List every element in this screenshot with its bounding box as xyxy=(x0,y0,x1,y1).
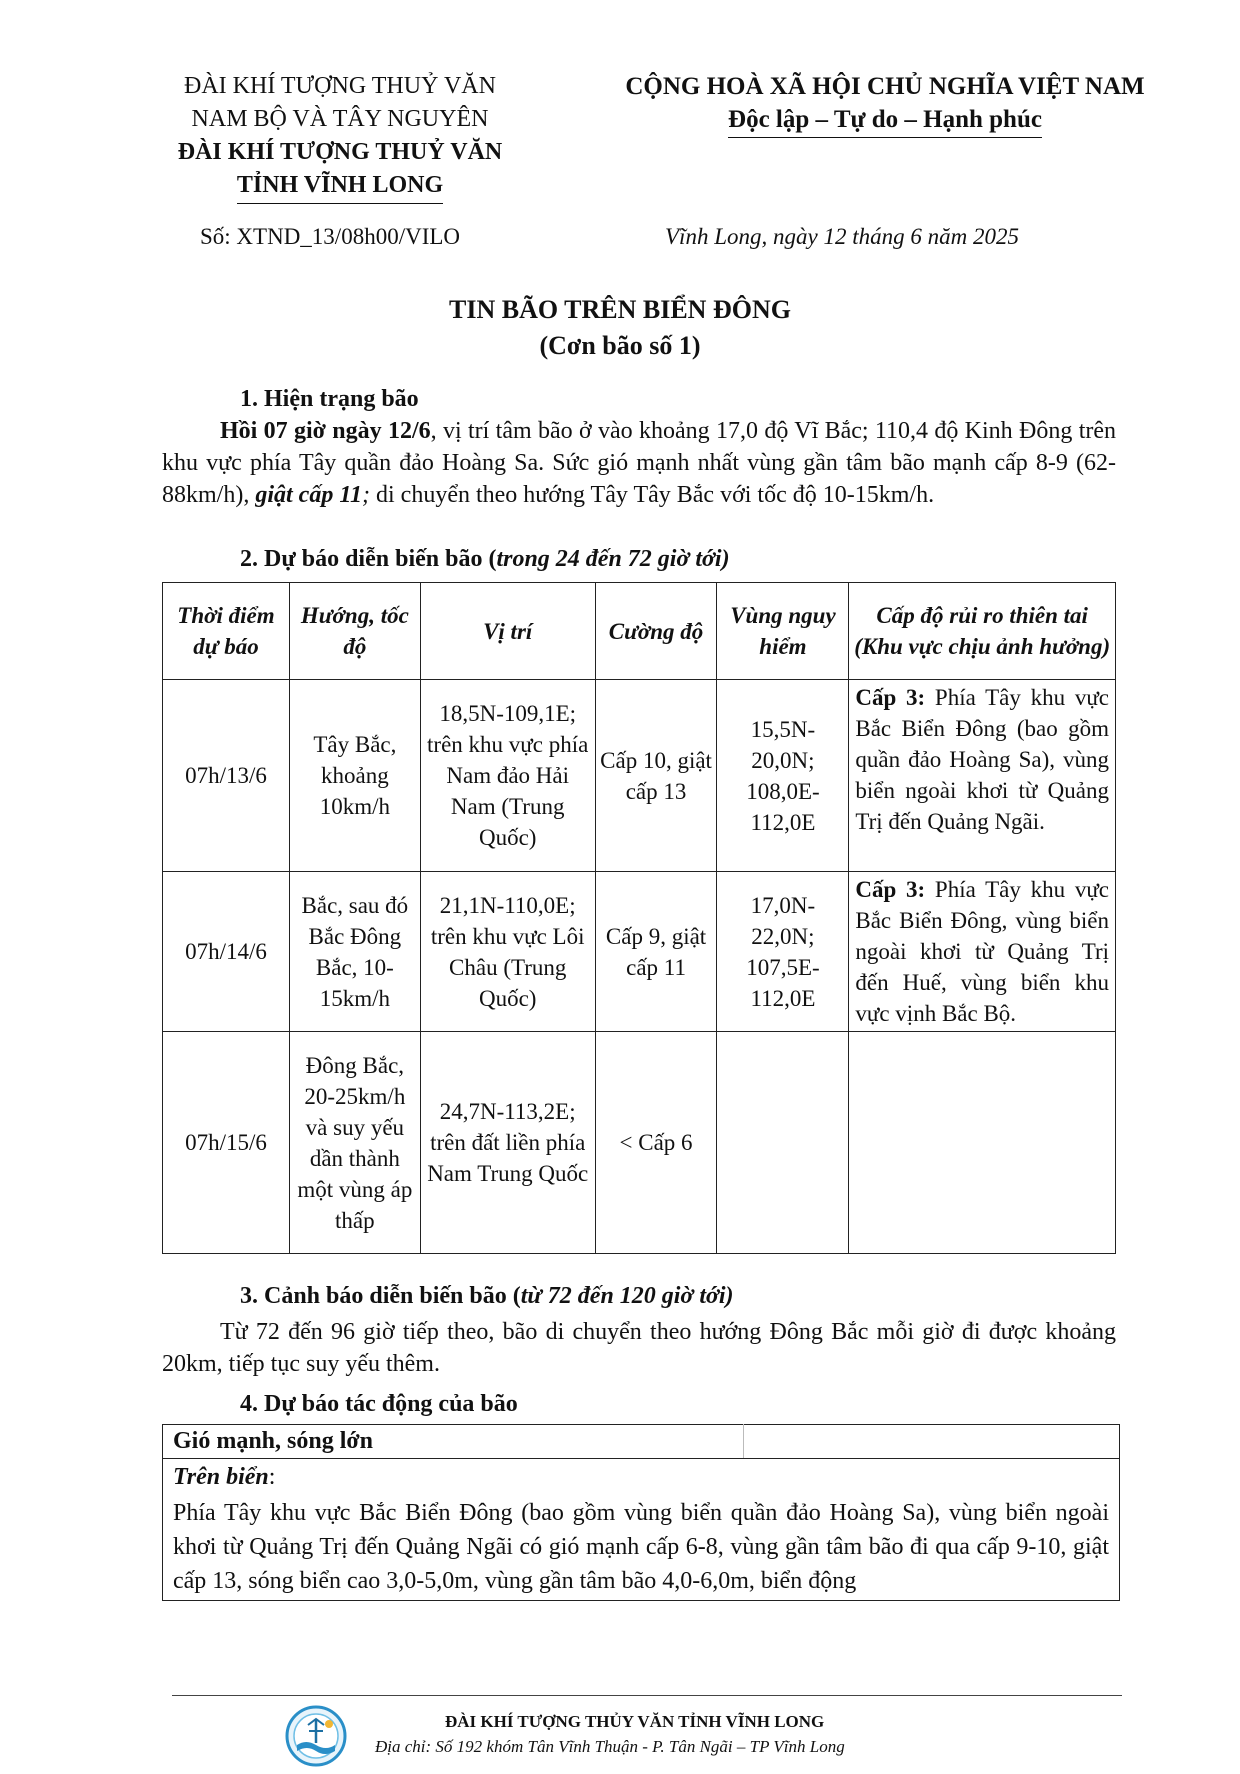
col-header-position: Vị trí xyxy=(420,583,595,680)
cell-danger-zone: 15,5N-20,0N; 108,0E-112,0E xyxy=(717,680,849,872)
impact-title-row xyxy=(163,1425,1120,1459)
sea-impact-text: Phía Tây khu vực Bắc Biển Đông (bao gồm vùng biển quần đảo Hoàng Sa), vùng biển ngoài khơi từ Quảng Trị đến Quảng Ngãi có gió mạnh cấp 6-8, vùng gần tâm bão đi qua cấp 9-10, giật cấp 13, sóng biển cao 3,0-5,0m, vùng gần tâm bão 4,0-6,0m, biển động xyxy=(173,1500,1109,1594)
section-3-heading xyxy=(240,1280,734,1312)
col-header-danger-zone: Vùng nguy hiểm xyxy=(717,583,849,680)
cell-risk xyxy=(849,680,1116,872)
risk-area: Phía Tây khu vực Bắc Biển Đông, vùng biển ngoài khơi từ Quảng Trị đến Huế, vùng biển khu vực vịnh Bắc Bộ. xyxy=(855,877,1109,1026)
col-header-intensity: Cường độ xyxy=(595,583,717,680)
col-header-risk: Cấp độ rủi ro thiên tai (Khu vực chịu ảnh hưởng) xyxy=(849,583,1116,680)
national-heading xyxy=(575,70,1195,138)
observation-time: Hồi 07 giờ ngày 12/6 xyxy=(220,418,431,444)
impact-body xyxy=(163,1459,1120,1601)
cell-direction: Đông Bắc, 20-25km/h và suy yếu dần thành một vùng áp thấp xyxy=(289,1032,420,1254)
section-2-heading-text: 2. Dự báo diễn biến bão ( xyxy=(240,546,497,572)
cell-intensity: < Cấp 6 xyxy=(595,1032,717,1254)
impact-table xyxy=(162,1424,1120,1601)
table-row xyxy=(163,680,1116,872)
title-main: TIN BÃO TRÊN BIỂN ĐÔNG xyxy=(449,295,791,324)
risk-level: Cấp 3: xyxy=(855,685,926,710)
cell-position: 18,5N-109,1E; trên khu vực phía Nam đảo Hải Nam (Trung Quốc) xyxy=(420,680,595,872)
section-3-heading-text: 3. Cảnh báo diễn biến bão ( xyxy=(240,1283,521,1309)
forecast-header-row xyxy=(163,583,1116,680)
issuer-line-3: ĐÀI KHÍ TƯỢNG THUỶ VĂN xyxy=(177,139,503,165)
cell-direction: Bắc, sau đó Bắc Đông Bắc, 10-15km/h xyxy=(289,872,420,1032)
risk-level: Cấp 3: xyxy=(855,877,926,902)
footer-address: Địa chỉ: Số 192 khóm Tân Vĩnh Thuận - P. Tân Ngãi – TP Vĩnh Long xyxy=(375,1737,845,1756)
cell-intensity: Cấp 9, giật cấp 11 xyxy=(595,872,717,1032)
section-3-body: Từ 72 đến 96 giờ tiếp theo, bão di chuyển theo hướng Đông Bắc mỗi giờ đi được khoảng 20km, tiếp tục suy yếu thêm. xyxy=(162,1319,1116,1377)
cell-danger-zone: 17,0N-22,0N; 107,5E-112,0E xyxy=(717,872,849,1032)
issuer-line-1: ĐÀI KHÍ TƯỢNG THUỶ VĂN xyxy=(184,73,496,99)
sea-label-colon: : xyxy=(268,1464,276,1490)
document-number: Số: XTND_13/08h00/VILO xyxy=(200,224,461,249)
cell-intensity: Cấp 10, giật cấp 13 xyxy=(595,680,717,872)
col-header-direction: Hướng, tốc độ xyxy=(289,583,420,680)
agency-logo xyxy=(285,1705,347,1767)
section-2-heading xyxy=(240,543,730,575)
motto: Độc lập – Tự do – Hạnh phúc xyxy=(728,103,1042,138)
section-1-semicolon: ; xyxy=(362,482,370,508)
cell-direction: Tây Bắc, khoảng 10km/h xyxy=(289,680,420,872)
impact-category: Gió mạnh, sóng lớn xyxy=(163,1425,744,1459)
cell-time: 07h/15/6 xyxy=(163,1032,290,1254)
cell-danger-zone xyxy=(717,1032,849,1254)
gust-level: giật cấp 11 xyxy=(255,482,362,508)
cell-risk xyxy=(849,1032,1116,1254)
sea-label: Trên biển xyxy=(173,1464,269,1490)
table-row xyxy=(163,1032,1116,1254)
cell-time: 07h/14/6 xyxy=(163,872,290,1032)
table-row xyxy=(163,872,1116,1032)
section-1-body xyxy=(162,415,1116,511)
section-3-heading-italic: từ 72 đến 120 giờ tới) xyxy=(520,1283,734,1309)
cell-position: 24,7N-113,2E; trên đất liền phía Nam Trung Quốc xyxy=(420,1032,595,1254)
issuer-line-4: TỈNH VĨNH LONG xyxy=(237,169,443,204)
risk-area: Phía Tây khu vực Bắc Biển Đông (bao gồm quần đảo Hoàng Sa), vùng biển ngoài khơi từ Quảng Trị đến Quảng Ngãi. xyxy=(855,685,1109,834)
issuer-block xyxy=(140,70,540,204)
cell-risk xyxy=(849,872,1116,1032)
issuer-line-2: NAM BỘ VÀ TÂY NGUYÊN xyxy=(191,106,489,132)
country-name: CỘNG HOÀ XÃ HỘI CHỦ NGHĨA VIỆT NAM xyxy=(625,73,1145,100)
forecast-table xyxy=(162,582,1116,1254)
impact-body-row xyxy=(163,1459,1120,1601)
section-2-heading-italic: trong 24 đến 72 giờ tới) xyxy=(496,546,730,572)
footer-divider xyxy=(172,1695,1122,1696)
title-sub: (Cơn bão số 1) xyxy=(539,331,701,360)
section-1-text-b: di chuyển theo hướng Tây Tây Bắc với tốc độ 10-15km/h. xyxy=(370,482,935,508)
cell-time: 07h/13/6 xyxy=(163,680,290,872)
section-1-text-a: , vị trí tâm bão ở vào khoảng 17,0 độ Vĩ Bắc; 110,4 độ Kinh Đông trên khu vực phía Tây quần đảo Hoàng Sa. Sức gió mạnh nhất vùng gần tâm bão mạnh cấp 8-9 (62-88km/h), xyxy=(162,418,1117,508)
impact-category-empty xyxy=(744,1425,1120,1459)
section-1-heading: 1. Hiện trạng bão xyxy=(240,386,419,412)
cell-position: 21,1N-110,0E; trên khu vực Lôi Châu (Trung Quốc) xyxy=(420,872,595,1032)
document-title xyxy=(0,292,1240,364)
section-4-heading: 4. Dự báo tác động của bão xyxy=(240,1391,518,1417)
footer-organization: ĐÀI KHÍ TƯỢNG THỦY VĂN TỈNH VĨNH LONG xyxy=(445,1712,825,1731)
issue-date: Vĩnh Long, ngày 12 tháng 6 năm 2025 xyxy=(665,224,1019,249)
col-header-time: Thời điểm dự báo xyxy=(163,583,290,680)
